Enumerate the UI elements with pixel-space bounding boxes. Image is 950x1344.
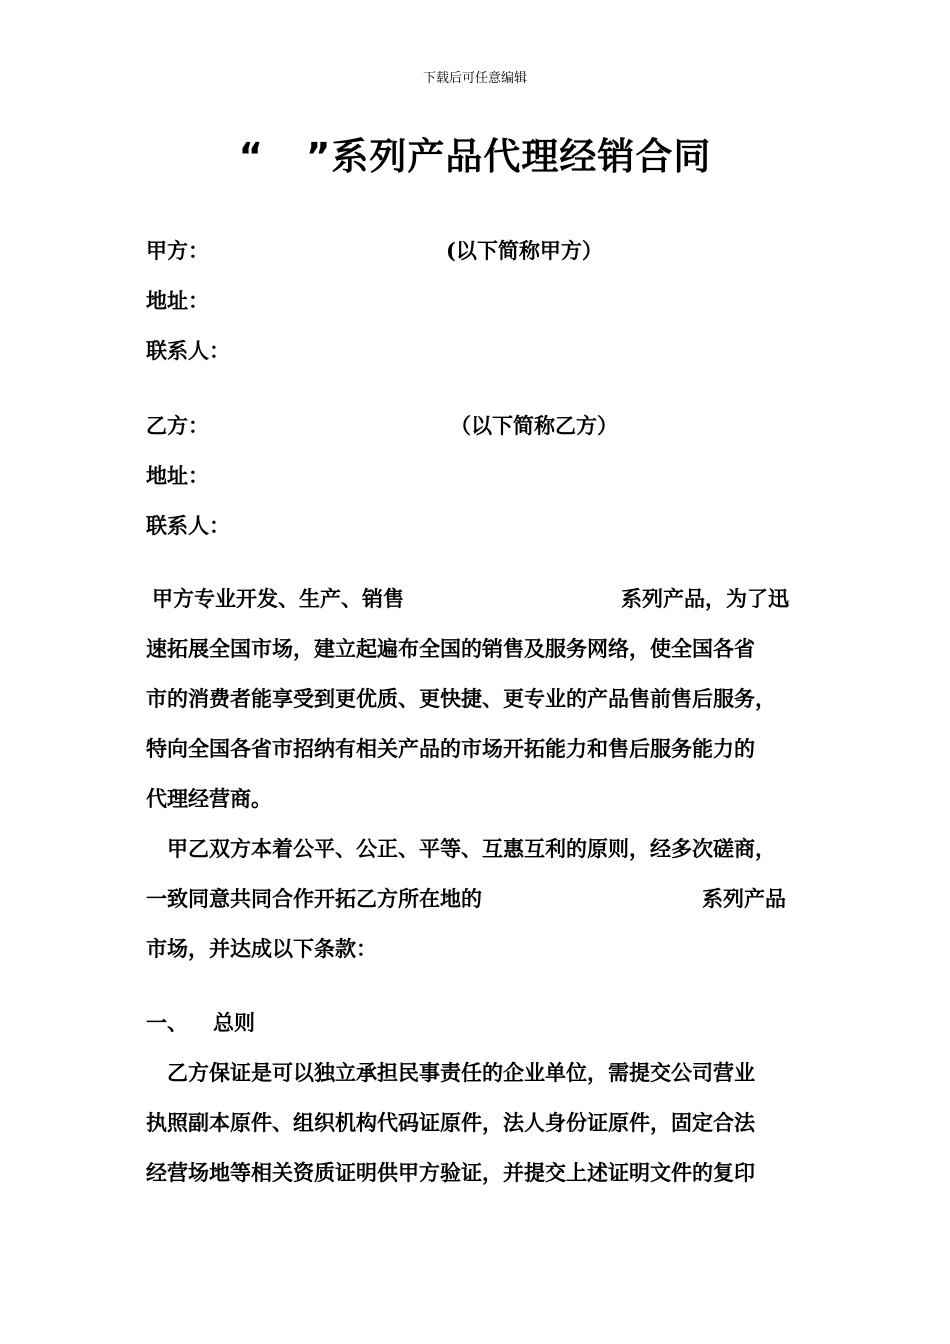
- intro-p2-line1: 甲乙双方本着公平、公正、平等、互惠互利的原则，经多次磋商，: [167, 836, 776, 861]
- intro-p2-line3: 市场，并达成以下条款：: [146, 936, 377, 961]
- header-note: 下载后可任意编辑: [422, 71, 527, 86]
- section-1-title: 总则: [213, 1010, 255, 1035]
- party-a-contact-label: 联系人：: [146, 338, 230, 363]
- intro-p2-line2-end: 系列产品: [702, 886, 786, 911]
- party-a-address-label: 地址：: [146, 288, 209, 313]
- section-1-line2: 执照副本原件、组织机构代码证原件，法人身份证原件，固定合法: [146, 1110, 755, 1135]
- intro-p1-line1-start: 甲方专业开发、生产、销售: [152, 586, 404, 611]
- party-a-label: 甲方：: [146, 238, 209, 263]
- section-1-line3: 经营场地等相关资质证明供甲方验证，并提交上述证明文件的复印: [146, 1160, 755, 1185]
- party-b-label: 乙方：: [146, 413, 209, 438]
- title-text: ”系列产品代理经销合同: [306, 135, 712, 178]
- section-1-line1: 乙方保证是可以独立承担民事责任的企业单位，需提交公司营业: [167, 1060, 755, 1085]
- title-quote-open: “: [238, 135, 264, 178]
- intro-p1-line5: 代理经营商。: [146, 786, 272, 811]
- party-b-contact-label: 联系人：: [146, 513, 230, 538]
- party-b-address-label: 地址：: [146, 463, 209, 488]
- intro-p1-line2: 速拓展全国市场，建立起遍布全国的销售及服务网络，使全国各省: [146, 636, 755, 661]
- document-title: [0, 126, 950, 180]
- party-a-alias: (以下简称甲方）: [446, 238, 603, 263]
- section-1-number: 一、: [146, 1010, 188, 1035]
- intro-p1-line4: 特向全国各省市招纳有相关产品的市场开拓能力和售后服务能力的: [146, 736, 755, 761]
- party-b-alias: （以下简称乙方）: [450, 413, 618, 438]
- intro-p1-line3: 市的消费者能享受到更优质、更快捷、更专业的产品售前售后服务，: [146, 686, 776, 711]
- intro-p2-line2-start: 一致同意共同合作开拓乙方所在地的: [146, 886, 482, 911]
- intro-p1-line1-end: 系列产品，为了迅: [621, 586, 789, 611]
